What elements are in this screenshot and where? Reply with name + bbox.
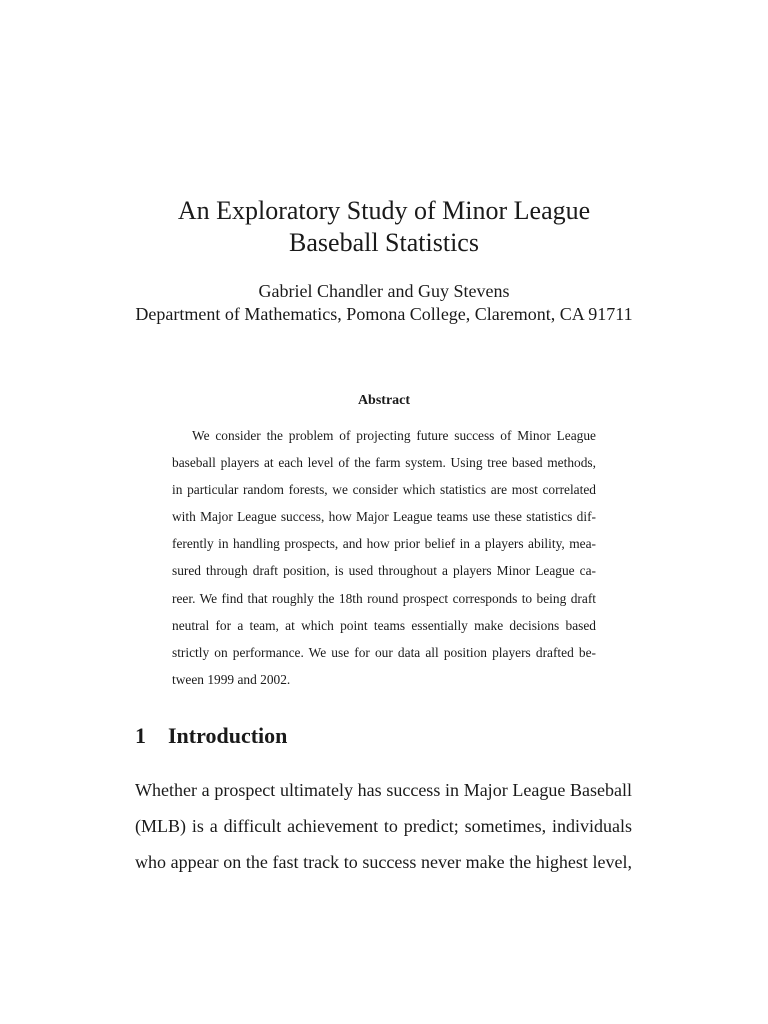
abstract-line: reer. We find that roughly the 18th round prospect corresponds to being draft [172,590,596,606]
intro-line: Whether a prospect ultimately has success in Major League Baseball [135,780,632,800]
paper-title-line-1: An Exploratory Study of Minor League [177,196,591,225]
section-heading-introduction [135,725,287,747]
abstract-line: ferently in handling prospects, and how prior belief in a players ability, mea- [172,536,596,552]
abstract-line: baseball players at each level of the farm system. Using tree based methods, [172,455,596,471]
abstract-line: We consider the problem of projecting future success of Minor League [192,428,596,443]
paper-authors: Gabriel Chandler and Guy Stevens [258,281,510,301]
introduction-body [135,772,632,880]
abstract-line: strictly on performance. We use for our data all position players drafted be- [172,644,596,660]
intro-line: (MLB) is a difficult achievement to predict; sometimes, individuals [135,816,632,836]
abstract-body [172,422,596,693]
abstract-line: in particular random forests, we consider which statistics are most correlated [172,482,596,498]
abstract-line: sured through draft position, is used throughout a players Minor League ca- [172,563,596,579]
paper-title-line-2: Baseball Statistics [289,228,479,257]
section-title: Introduction [168,723,288,748]
intro-line: who appear on the fast track to success never make the highest level, [135,852,632,872]
section-number: 1 [135,723,146,748]
abstract-line: tween 1999 and 2002. [172,671,291,687]
abstract-line: with Major League success, how Major League teams use these statistics dif- [172,509,596,525]
abstract-heading: Abstract [357,393,411,408]
paper-affiliation: Department of Mathematics, Pomona College, Claremont, CA 91711 [135,304,633,324]
abstract-line: neutral for a team, at which point teams essentially make decisions based [172,617,596,633]
